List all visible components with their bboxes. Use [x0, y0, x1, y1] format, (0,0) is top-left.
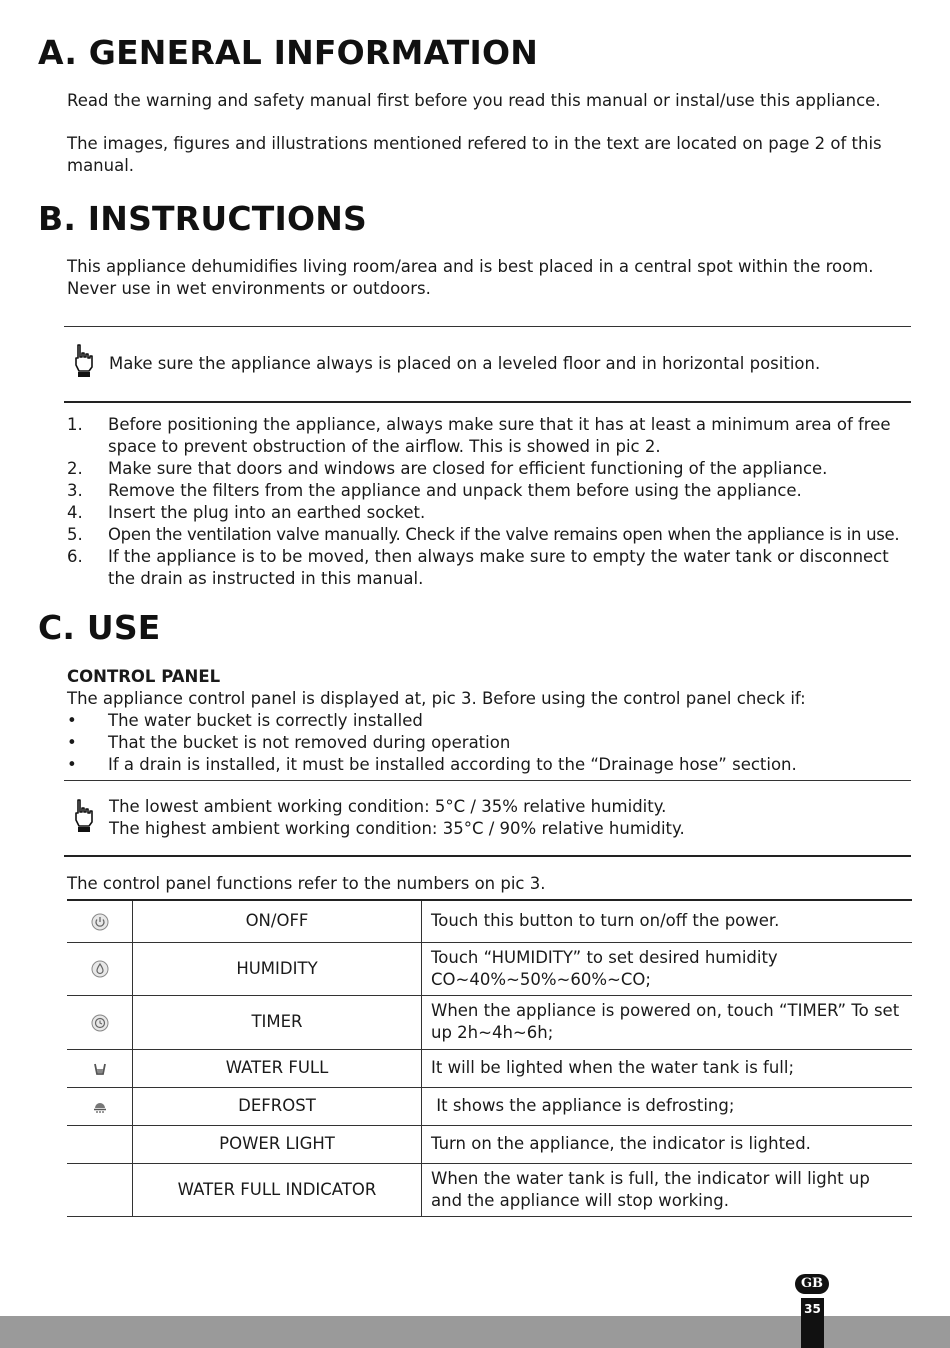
list-item — [67, 732, 917, 754]
list-item — [67, 524, 917, 546]
step-text: Insert the plug into an earthed socket. — [108, 503, 426, 522]
ambient-low-line: The lowest ambient working condition: 5°C / 35% relative humidity. — [109, 797, 667, 816]
control-panel-functions-table — [67, 899, 912, 1217]
table-cell-function: HUMIDITY — [133, 942, 422, 995]
instruction-steps — [67, 414, 917, 590]
step-number: 2. — [67, 459, 83, 478]
table-cell-icon — [67, 1049, 133, 1087]
humidity-icon — [91, 960, 109, 978]
section-heading-general: A. GENERAL INFORMATION — [38, 33, 539, 72]
list-item — [67, 754, 917, 776]
table-cell-icon — [67, 1087, 133, 1125]
step-text: Open the ventilation valve manually. Check if the valve remains open when the appliance is in use. — [108, 525, 900, 544]
language-badge: GB — [795, 1274, 829, 1294]
power-icon — [91, 913, 109, 931]
table-cell-description: It will be lighted when the water tank is full; — [422, 1049, 913, 1087]
table-cell-description: It shows the appliance is defrosting; — [422, 1087, 913, 1125]
table-intro: The control panel functions refer to the numbers on pic 3. — [67, 874, 546, 893]
list-item — [67, 414, 917, 458]
note-divider-top — [64, 780, 911, 781]
bullet-icon: • — [67, 733, 77, 752]
step-number: 5. — [67, 525, 83, 544]
step-text: If the appliance is to be moved, then always make sure to empty the water tank or disconnect the drain as instructed in this manual. — [108, 547, 889, 588]
list-item — [67, 458, 917, 480]
table-cell-description: Touch “HUMIDITY” to set desired humidity CO~40%~50%~60%~CO; — [422, 942, 913, 995]
table-cell-icon — [67, 1163, 133, 1216]
general-paragraph-2: The images, figures and illustrations mentioned refered to in the text are located on page 2 of this manual. — [67, 134, 882, 175]
note-divider-bottom — [64, 401, 911, 403]
step-text: Remove the filters from the appliance and unpack them before using the appliance. — [108, 481, 802, 500]
table-cell-description: When the water tank is full, the indicator will light up and the appliance will stop working. — [422, 1163, 913, 1216]
step-number: 1. — [67, 415, 83, 434]
table-cell-description: Touch this button to turn on/off the power. — [422, 900, 913, 942]
step-number: 4. — [67, 503, 83, 522]
bullet-icon: • — [67, 711, 77, 730]
placement-note: Make sure the appliance always is placed on a leveled floor and in horizontal position. — [109, 354, 821, 373]
step-number: 6. — [67, 547, 83, 566]
timer-icon — [91, 1014, 109, 1032]
control-panel-subheading: CONTROL PANEL — [67, 667, 221, 686]
defrost-icon — [92, 1100, 108, 1114]
table-cell-icon — [67, 900, 133, 942]
ambient-high-line: The highest ambient working condition: 35°C / 90% relative humidity. — [109, 819, 685, 838]
table-cell-function: WATER FULL — [133, 1049, 422, 1087]
table-cell-description: Turn on the appliance, the indicator is lighted. — [422, 1125, 913, 1163]
table-cell-function: TIMER — [133, 995, 422, 1049]
step-text: Before positioning the appliance, always make sure that it has at least a minimum area of free space to prevent obstruction of the airflow. This is showed in pic 2. — [108, 415, 891, 456]
table-row — [67, 1087, 912, 1125]
step-text: Make sure that doors and windows are closed for efficient functioning of the appliance. — [108, 459, 828, 478]
table-cell-function: WATER FULL INDICATOR — [133, 1163, 422, 1216]
table-row — [67, 1163, 912, 1216]
table-row — [67, 1049, 912, 1087]
list-item — [67, 546, 917, 590]
table-cell-icon — [67, 942, 133, 995]
list-item — [67, 480, 917, 502]
list-item — [67, 710, 917, 732]
bullet-text: If a drain is installed, it must be installed according to the “Drainage hose” section. — [108, 755, 797, 774]
table-cell-icon — [67, 1125, 133, 1163]
pointing-hand-icon — [72, 798, 96, 834]
pointing-hand-icon — [72, 343, 96, 379]
bullet-text: That the bucket is not removed during operation — [108, 733, 511, 752]
ambient-condition-note — [109, 796, 685, 840]
step-number: 3. — [67, 481, 83, 500]
table-cell-function: POWER LIGHT — [133, 1125, 422, 1163]
water-full-icon — [93, 1062, 107, 1076]
bullet-text: The water bucket is correctly installed — [108, 711, 423, 730]
note-divider-top — [64, 326, 911, 327]
table-cell-description: When the appliance is powered on, touch “TIMER” To set up 2h~4h~6h; — [422, 995, 913, 1049]
section-heading-instructions: B. INSTRUCTIONS — [38, 199, 368, 238]
list-item — [67, 502, 917, 524]
table-row — [67, 900, 912, 942]
control-panel-checklist — [67, 710, 917, 776]
bullet-icon: • — [67, 755, 77, 774]
page-number: 35 — [801, 1298, 824, 1348]
general-paragraph-1: Read the warning and safety manual first before you read this manual or instal/use this appliance. — [67, 91, 881, 110]
section-heading-use: C. USE — [38, 608, 161, 647]
control-panel-intro: The appliance control panel is displayed at, pic 3. Before using the control panel check if: — [67, 689, 806, 708]
table-row — [67, 1125, 912, 1163]
table-row — [67, 942, 912, 995]
table-cell-function: DEFROST — [133, 1087, 422, 1125]
table-row — [67, 995, 912, 1049]
table-cell-icon — [67, 995, 133, 1049]
instructions-paragraph: This appliance dehumidifies living room/area and is best placed in a central spot within the room. Never use in wet environments or outdoors. — [67, 257, 874, 298]
table-cell-function: ON/OFF — [133, 900, 422, 942]
note-divider-bottom — [64, 855, 911, 857]
